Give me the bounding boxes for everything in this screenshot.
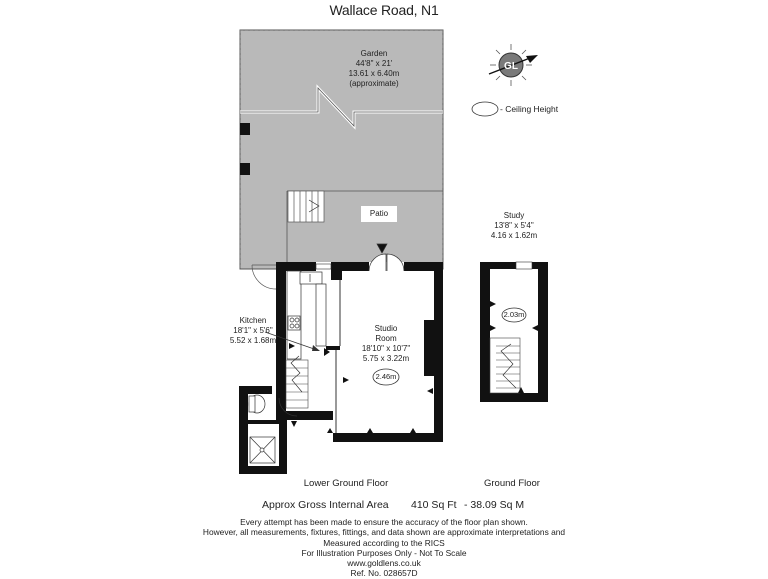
ceiling-legend-label: - Ceiling Height [500,104,559,114]
kitchen-label [218,316,288,346]
kitchen-imperial: 18'1" x 5'6" [233,326,273,335]
study-ceiling-height: 2.03m [503,310,525,319]
garden-name: Garden [360,49,388,58]
garden-steps [288,191,324,222]
study-imperial: 13'8" x 5'4" [494,221,534,230]
garden-label [336,49,412,89]
plan-title: Wallace Road, N1 [329,2,439,18]
lower-ground-floor-label: Lower Ground Floor [303,478,389,489]
study-label [474,211,554,241]
kitchen-name: Kitchen [239,316,267,325]
study-name: Study [503,211,525,220]
studio-name-line2: Room [375,334,397,343]
study-metric: 4.16 x 1.62m [490,231,538,240]
studio-imperial: 18'10" x 10'7" [361,344,411,353]
garden-note: (approximate) [349,79,399,88]
website-link[interactable]: www.goldlens.co.uk [347,558,421,569]
ceiling-legend-icon [472,102,498,116]
compass-logo: GL [504,61,518,72]
gross-area-sqm: - 38.09 Sq M [464,499,525,511]
studio-label [350,324,422,364]
ground-floor-label: Ground Floor [484,478,540,489]
disclaimer-line: Every attempt has been made to ensure the accuracy of the floor plan shown. [240,517,528,527]
disclaimer [0,517,768,579]
disclaimer-line: However, all measurements, fixtures, fittings, and data shown are approximate interpretations and [202,527,566,538]
studio-metric: 5.75 x 3.22m [362,354,410,363]
disclaimer-line: Measured according to the RICS [323,537,445,548]
garden-imperial: 44'8" x 21' [355,59,393,68]
ground-floor-study [480,262,548,402]
gross-area-sqft: 410 Sq Ft [411,499,457,511]
disclaimer-line: For Illustration Purposes Only - Not To Scale [301,547,467,558]
reference-number: Ref. No. 028657D [350,568,418,579]
kitchen-stairs [286,356,308,408]
garden-metric: 13.61 x 6.40m [348,69,400,78]
kitchen-metric: 5.52 x 1.68m [229,336,277,345]
gross-area-label: Approx Gross Internal Area [262,499,389,511]
patio-label: Patio [361,206,397,222]
studio-name: Studio [374,324,398,333]
studio-ceiling-height: 2.46m [375,372,397,381]
